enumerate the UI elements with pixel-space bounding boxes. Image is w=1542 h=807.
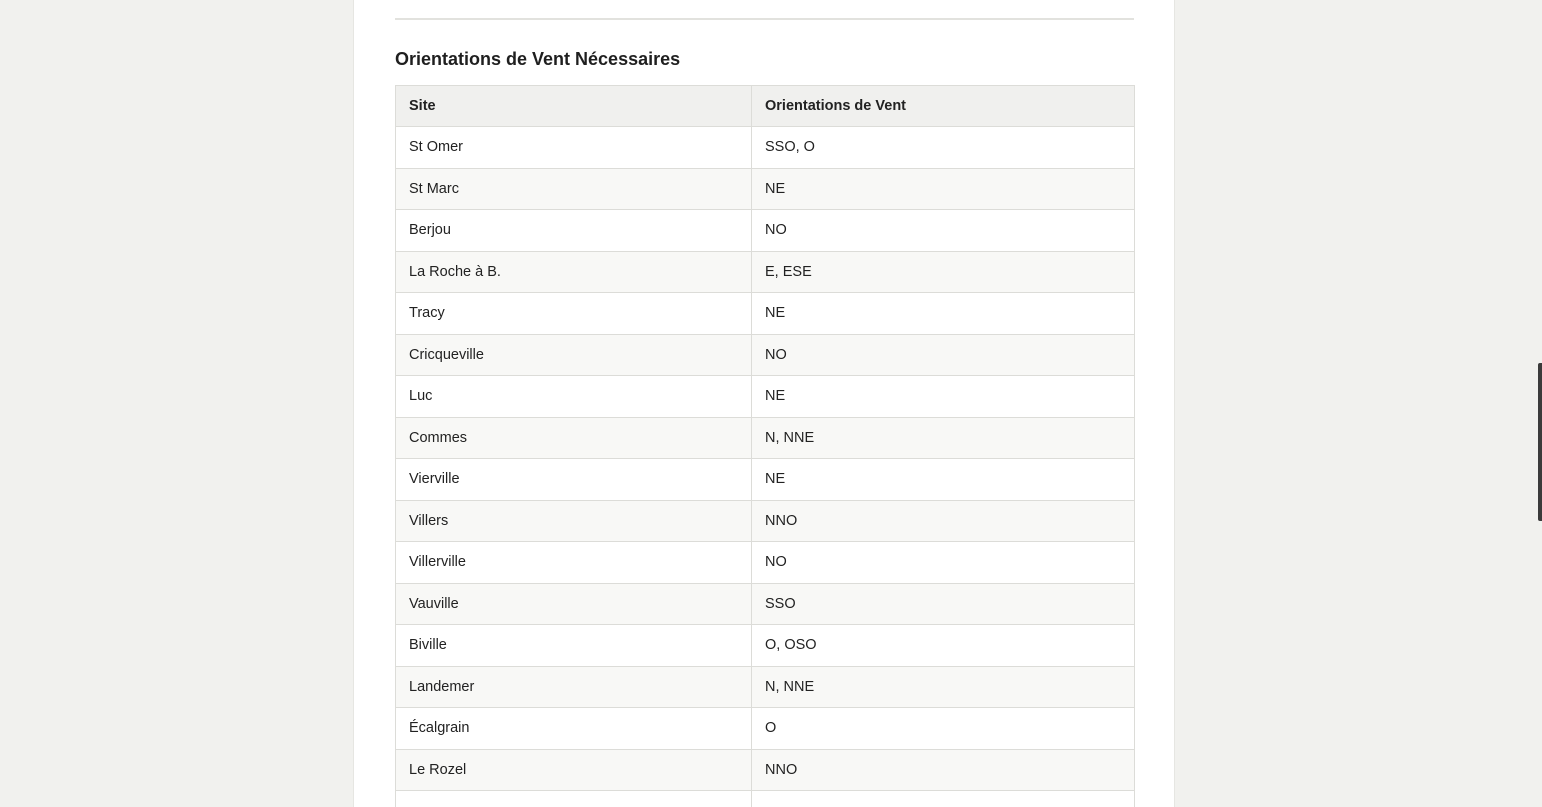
page-scrollbar-thumb[interactable] (1538, 363, 1542, 521)
site-cell: St Omer (396, 127, 752, 169)
table-row (396, 708, 1135, 750)
article-page (353, 0, 1175, 807)
table-row (396, 791, 1135, 807)
table-row (396, 500, 1135, 542)
site-cell: Vauville (396, 583, 752, 625)
site-cell (396, 791, 752, 807)
wind-cell: N, NNE (752, 417, 1135, 459)
table-row (396, 459, 1135, 501)
wind-cell: NE (752, 376, 1135, 418)
site-cell: Luc (396, 376, 752, 418)
wind-cell: NE (752, 168, 1135, 210)
table-row (396, 749, 1135, 791)
site-cell: Écalgrain (396, 708, 752, 750)
table-row (396, 625, 1135, 667)
wind-cell: O (752, 708, 1135, 750)
site-cell: Cricqueville (396, 334, 752, 376)
table-header-row (396, 86, 1135, 127)
wind-orientation-table (395, 85, 1135, 807)
wind-cell: NO (752, 334, 1135, 376)
table-row (396, 583, 1135, 625)
site-cell: St Marc (396, 168, 752, 210)
wind-cell: NNO (752, 749, 1135, 791)
wind-cell: SSO (752, 583, 1135, 625)
site-cell: Tracy (396, 293, 752, 335)
wind-cell: NNO (752, 500, 1135, 542)
wind-cell: N, NNE (752, 666, 1135, 708)
table-row (396, 417, 1135, 459)
site-cell: La Roche à B. (396, 251, 752, 293)
wind-cell (752, 791, 1135, 807)
site-cell: Commes (396, 417, 752, 459)
wind-cell: NE (752, 459, 1135, 501)
table-row (396, 293, 1135, 335)
table-row (396, 334, 1135, 376)
table-row (396, 168, 1135, 210)
wind-cell: O, OSO (752, 625, 1135, 667)
site-cell: Berjou (396, 210, 752, 252)
table-row (396, 666, 1135, 708)
site-cell: Landemer (396, 666, 752, 708)
column-header-wind: Orientations de Vent (752, 86, 1135, 127)
wind-cell: NE (752, 293, 1135, 335)
site-cell: Le Rozel (396, 749, 752, 791)
wind-cell: SSO, O (752, 127, 1135, 169)
section-title: Orientations de Vent Nécessaires (395, 49, 681, 69)
column-header-site: Site (396, 86, 752, 127)
site-cell: Biville (396, 625, 752, 667)
table-row (396, 127, 1135, 169)
site-cell: Villers (396, 500, 752, 542)
table-row (396, 542, 1135, 584)
table-row (396, 251, 1135, 293)
table-row (396, 210, 1135, 252)
table-row (396, 376, 1135, 418)
wind-cell: NO (752, 210, 1135, 252)
wind-cell: E, ESE (752, 251, 1135, 293)
section-divider (395, 18, 1134, 20)
site-cell: Vierville (396, 459, 752, 501)
wind-cell: NO (752, 542, 1135, 584)
site-cell: Villerville (396, 542, 752, 584)
